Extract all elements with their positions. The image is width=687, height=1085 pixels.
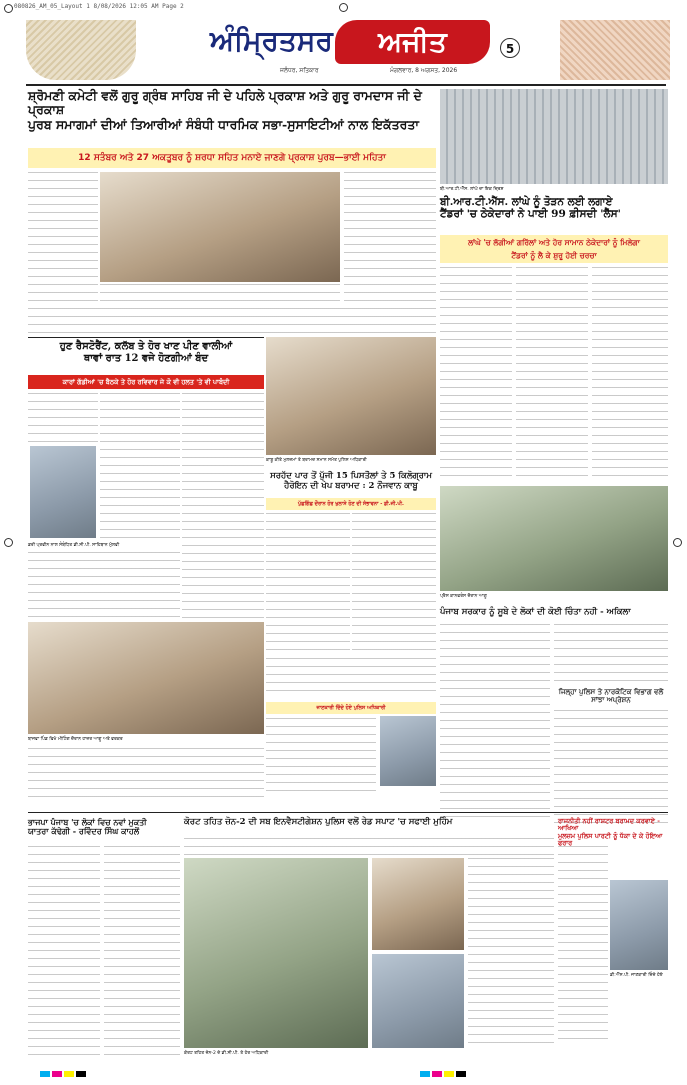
heroin-subhead: ਪੁੱਛਗਿੱਛ ਦੌਰਾਨ ਹੋਰ ਖੁਲਾਸੇ ਹੋਣ ਦੀ ਸੰਭਾਵਨਾ - ਡੀ.ਜੀ.ਪੀ. (266, 498, 436, 510)
meeting-caption: ਬਾਜਵਾ ਪਿੰਡ ਵਿਖੇ ਮੀਟਿੰਗ ਦੌਰਾਨ ਹਾਜ਼ਰ ਆਗੂ ਅਤੇ ਵਰਕਰ (28, 737, 123, 742)
punjab-body-col2 (554, 624, 668, 684)
brts-headline-line1: ਬੀ.ਆਰ.ਟੀ.ਐੱਸ. ਲਾਂਘੇ ਨੂੰ ਤੋੜਨ ਲਈ ਲਗਾਏ (440, 196, 613, 208)
cleanup-drive-photo-3 (372, 954, 464, 1048)
lead-headline-line1: ਸ਼੍ਰੋਮਣੀ ਕਮੇਟੀ ਵਲੋਂ ਗੁਰੂ ਗ੍ਰੰਥ ਸਾਹਿਬ ਜੀ ਦੇ ਪਹਿਲੇ ਪ੍ਰਕਾਸ਼ ਅਤੇ ਗੁਰੂ ਰਾਮਦਾਸ ਜੀ ਦੇ ਪ੍ਰਕਾਸ਼ (28, 88, 422, 118)
restaurants-subhead: ਕਾਰਾਂ ਗੱਡੀਆਂ 'ਚ ਬੈਠਕੇ ਤੇ ਹੋਰ ਰਵਿਵਾਰ ਜੇ ਕੋ ਵੀ ਹਲਤ 'ਤੇ ਵੀ ਪਾਬੰਦੀ (28, 375, 264, 389)
restaurants-caption: ਡਰੀ ਪ੍ਰਵੀਨ ਨਾਲ ਸੰਬੰਧਿਤ ਡੀ.ਸੀ.ਪੀ. ਸਾਹਿਬਾਨ ਮੁੱਲਵੀ (28, 543, 120, 548)
restaurants-headline-line1: ਹੁਣ ਰੈਸਟੋਰੈਂਟ, ਕਲੱਬ ਤੇ ਹੋਰ ਖਾਣ ਪੀਣ ਵਾਲੀਆਂ (59, 341, 233, 352)
heroin-headline-line1: ਸਰਹੱਦ ਪਾਰ ਤੋਂ ਪੁੱਜੀ 15 ਪਿਸਤੌਲਾਂ ਤੇ 5 ਕਿਲੋਗ੍ਰਾਮ (270, 471, 432, 481)
lead-meeting-photo (100, 172, 340, 282)
bottom-right-headline (558, 818, 668, 848)
punjab-pullquote-line2: ਸਾਂਝਾ ਅਪ੍ਰੇਸ਼ਨ (591, 695, 631, 705)
lead-body-continued (28, 308, 436, 334)
commissioner-body (266, 658, 436, 698)
meeting-body (28, 748, 264, 798)
registration-mark-icon (4, 4, 13, 13)
brts-body-col2 (516, 267, 588, 482)
bottom-left-headline-line2: ਯਾਤਰਾ ਕੱਢੇਗੀ - ਰਵਿੰਦਰ ਸਿੰਘ ਕਾਹਲੋਂ (28, 826, 140, 837)
bottom-center-body (468, 858, 554, 1048)
cleanup-drive-photo-1 (184, 858, 368, 1048)
bottom-center-intro (184, 838, 554, 856)
restaurants-headline-line2: ਥਾਵਾਂ ਰਾਤ 12 ਵਜੇ ਹੋਣਗੀਆਂ ਬੰਦ (83, 352, 209, 364)
press-conference-photo (440, 486, 668, 591)
section-rule (28, 337, 264, 338)
masthead-rule (26, 84, 666, 86)
bottom-left-col1 (28, 846, 100, 1056)
heroin-body-col1 (266, 513, 350, 653)
heroin-body-col2 (352, 513, 436, 653)
bottom-left-col2 (104, 846, 180, 1056)
punjab-pullquote-line1: ਜਿਲ੍ਹਾ ਪੁਲਿਸ ਤੇ ਨਾਰਕੋਟਿਕ ਵਿਭਾਗ ਵਲੋਂ (558, 687, 664, 696)
brts-body-col1 (440, 267, 512, 482)
lead-body-col4 (344, 172, 436, 302)
bottom-center-headline: ਕੋਰਟ ਤਹਿਤ ਜ਼ੋਨ-2 ਦੀ ਸਬ ਇਨਵੈਸਟੀਗੇਸ਼ਨ ਪੁਲਿਸ ਵਲੋਂ ਰੇਡ ਸਪਾਟ 'ਚ ਸਫਾਈ ਮੁਹਿੰਮ (184, 817, 453, 827)
brts-headline-line2: ਟੈਂਡਰਾਂ 'ਚ ਠੇਕੇਦਾਰਾਂ ਨੇ ਪਾਈ 99 ਫ਼ੀਸਦੀ 'ਲੈੱਸ' (440, 208, 621, 221)
officer-portrait-photo (30, 446, 96, 538)
bottom-rule (28, 812, 668, 813)
heroin-headline (266, 472, 436, 492)
punjab-headline: ਪੰਜਾਬ ਸਰਕਾਰ ਨੂੰ ਸੂਬੇ ਦੇ ਲੋਕਾਂ ਦੀ ਕੋਈ ਚਿੰਤਾ ਨਹੀ - ਅਕਿਲਾ (440, 607, 631, 617)
bottom-left-headline (28, 818, 178, 836)
punjab-pullquote (554, 688, 668, 704)
lead-headline (28, 89, 436, 132)
brts-subhead-line2: ਟੈਂਡਰਾਂ ਨੂੰ ਲੈ ਕੇ ਸ਼ੁਰੂ ਹੋਈ ਚਰਚਾ (511, 251, 597, 260)
commissioner-caption: ਜਾਣਕਾਰੀ ਦਿੰਦੇ ਹੋਏ ਪੁਲਿਸ ਅਧਿਕਾਰੀ (266, 702, 436, 714)
heritage-building-sketch (560, 20, 670, 80)
punjab-caption: ਪ੍ਰੈਸ ਕਾਨਫਰੰਸ ਦੌਰਾਨ ਆਗੂ (440, 594, 487, 599)
masthead-date: ਮੰਗਲਵਾਰ, 8 ਅਗਸਤ, 2026 (390, 67, 458, 74)
lead-headline-line2: ਪੁਰਬ ਸਮਾਗਮਾਂ ਦੀਆਂ ਤਿਆਰੀਆਂ ਸੰਬੰਧੀ ਧਾਰਮਿਕ ਸਭਾ-ਸੁਸਾਇਟੀਆਂ ਨਾਲ ਇਕੱਤਰਤਾ (28, 116, 420, 132)
bottom-left-headline-line1: ਭਾਜਪਾ ਪੰਜਾਬ 'ਚ ਲੋਕਾਂ ਵਿਚ ਨਵਾਂ ਮੁਕਤੀ (28, 817, 147, 827)
restaurants-body-col2 (100, 393, 180, 538)
cleanup-drive-photo-2 (372, 858, 464, 950)
brts-subhead (440, 235, 668, 263)
lead-photo-caption (100, 284, 340, 306)
lead-subhead: 12 ਸਤੰਬਰ ਅਤੇ 27 ਅਕਤੂਬਰ ਨੂੰ ਸ਼ਰਧਾ ਸਹਿਤ ਮਨਾਏ ਜਾਣਗੇ ਪ੍ਰਕਾਸ਼ ਪੁਰਬ—ਭਾਈ ਮਹਿਤਾ (28, 148, 436, 168)
restaurants-body-col1 (28, 393, 98, 443)
dsp-portrait-photo (610, 880, 668, 970)
commissioner-portrait-photo (380, 716, 436, 786)
brts-subhead-line1: ਲਾਂਘੇ 'ਚ ਲੱਗੀਆਂ ਗਰਿੱਲਾਂ ਅਤੇ ਹੋਰ ਸਾਮਾਨ ਠੇਕੇਦਾਰਾਂ ਨੂੰ ਮਿਲੇਗਾ (468, 238, 640, 247)
brts-photo-caption: ਬੀ.ਆਰ.ਟੀ.ਐੱਸ. ਲਾਂਘੇ ਦਾ ਇਕ ਦ੍ਰਿਸ਼ (440, 187, 504, 192)
heroin-recovery-photo (266, 337, 436, 455)
page-number: 5 (500, 38, 520, 58)
restaurants-headline (28, 341, 264, 364)
color-bar-left (40, 1062, 88, 1081)
registration-mark-icon (673, 538, 682, 547)
restaurants-body-col3 (182, 393, 264, 618)
bottom-right-caption: ਡੀ.ਐੱਸ.ਪੀ. ਜਾਣਕਾਰੀ ਦਿੰਦੇ ਹੋਏ (610, 973, 663, 978)
brts-body-col3 (592, 267, 668, 482)
lead-body-col1 (28, 172, 98, 307)
brts-corridor-photo (440, 89, 668, 184)
masthead-tagline: ਜਲੰਧਰ, ਸਤਿਕਾਰ (280, 67, 319, 74)
bottom-right-headline-line2: ਮੁਲਜ਼ਮ ਪੁਲਿਸ ਪਾਰਟੀ ਨੂੰ ਧੱਕਾ ਦੇ ਕੇ ਹੋਇਆ ਫਰਾਰ (558, 831, 663, 848)
bottom-right-body (558, 846, 608, 1046)
bajwa-meeting-photo (28, 622, 264, 734)
bottom-right-headline-line1: ਰਾਜਨੀਤੀ ਨਹੀਂ ਰਾਸ਼ਟਰ ਬਰਾਮਦ ਕਰਵਾਏ - ਆਖਿਆ (558, 817, 660, 833)
brts-headline (440, 196, 668, 220)
color-bar-right (420, 1062, 468, 1081)
masthead-title-right: ਅਜੀਤ (335, 20, 490, 64)
golden-temple-sketch (26, 20, 136, 80)
masthead-title-left: ਅੰਮ੍ਰਿਤਸਰ (210, 24, 333, 57)
punjab-body-col1 (440, 624, 550, 824)
print-info-strip: 080826_AM_05_Layout 1 8/08/2026 12:05 AM Page 2 (14, 3, 184, 10)
commissioner-body-col1 (266, 718, 376, 798)
heroin-headline-line2: ਹੈਰੋਇਨ ਦੀ ਖੇਪ ਬਰਾਮਦ : 2 ਨੌਜਵਾਨ ਕਾਬੂ (284, 480, 418, 491)
registration-mark-icon (339, 3, 348, 12)
punjab-body-col3 (554, 710, 668, 824)
bottom-center-caption: ਕੋਰਟ ਤਹਿਤ ਜ਼ੋਨ-2 ਦੇ ਡੀ.ਸੀ.ਪੀ. ਤੇ ਹੋਰ ਅਧਿਕਾਰੀ (184, 1051, 269, 1056)
registration-mark-icon (4, 538, 13, 547)
restaurants-body-continued (28, 552, 180, 618)
heroin-caption: ਕਾਬੂ ਕੀਤੇ ਮੁਲਜ਼ਮਾਂ ਤੇ ਬਰਾਮਦ ਸਮਾਨ ਸਮੇਤ ਪੁਲਿਸ ਅਧਿਕਾਰੀ (266, 458, 367, 463)
